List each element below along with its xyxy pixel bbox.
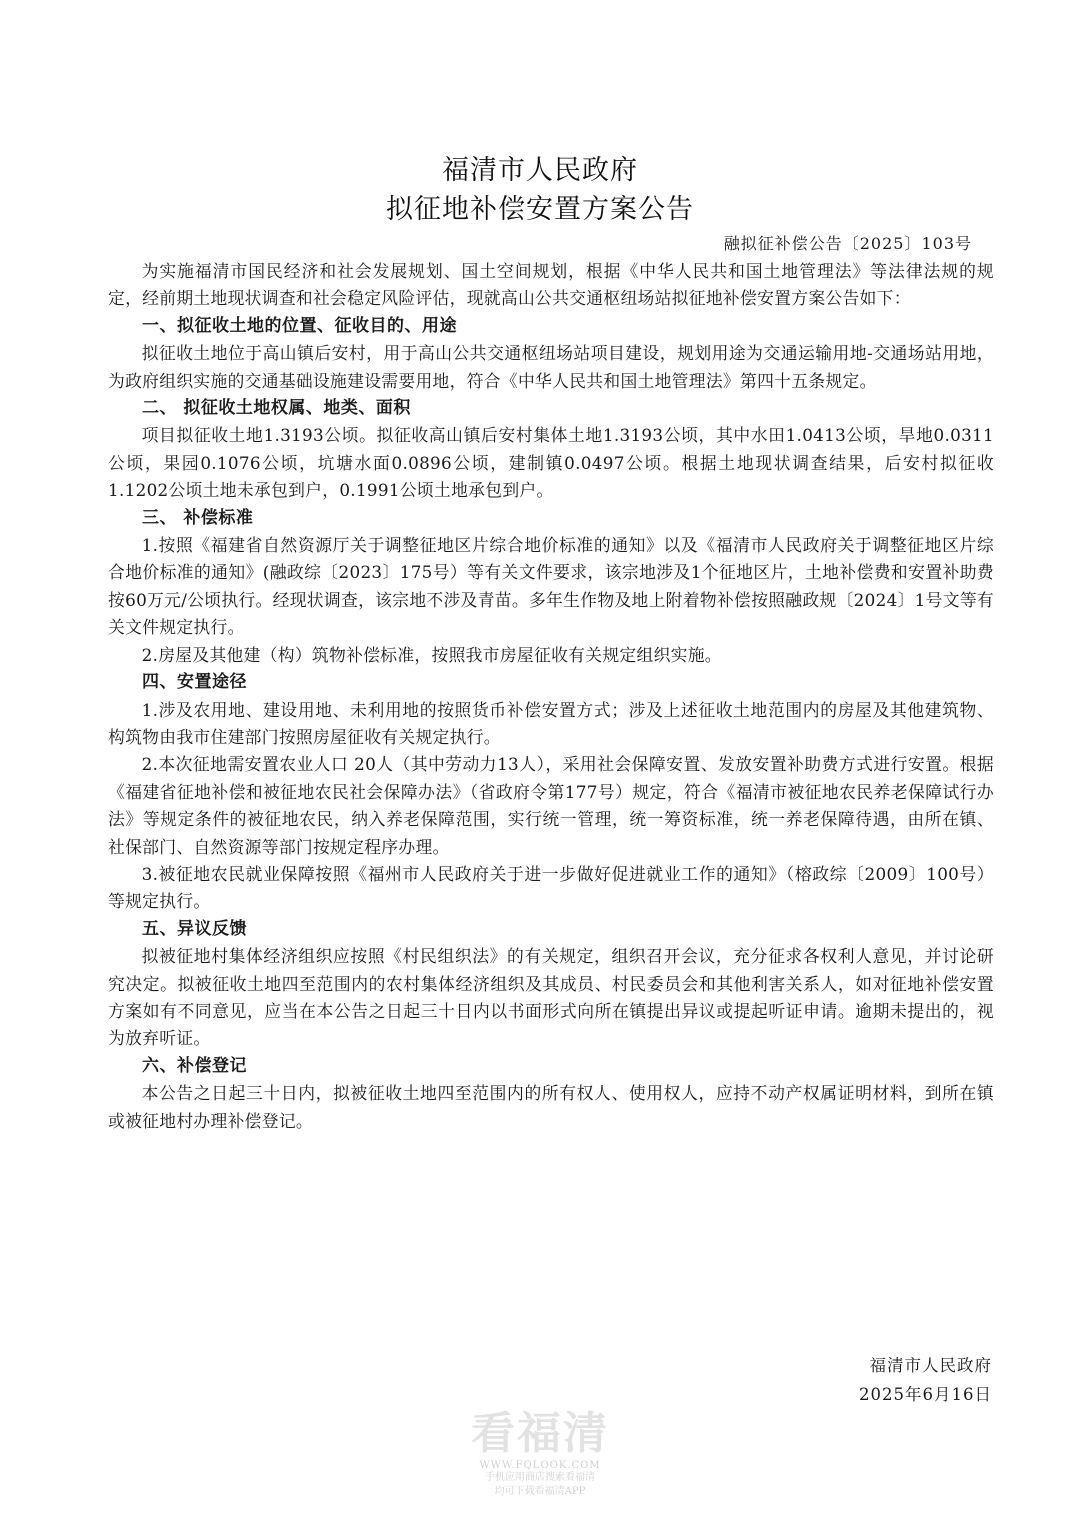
watermark-logo: 看福清 bbox=[471, 1408, 609, 1459]
section-paragraph-6: 本公告之日起三十日内，拟被征收土地四至范围内的所有权人、使用权人，应持不动产权属证明材料，到所在镇或被征地村办理补偿登记。 bbox=[108, 1083, 994, 1131]
section-heading-3: 三、 补偿标准 bbox=[142, 507, 254, 528]
watermark-line1: 手机应用商店搜索看福清 bbox=[485, 1472, 595, 1483]
watermark-line2: 均可下载看福清APP bbox=[494, 1486, 586, 1497]
section-heading-4: 四、安置途径 bbox=[142, 672, 247, 693]
watermark-url: WWW.FQLOOK.COM bbox=[479, 1460, 601, 1471]
section-heading-1: 一、拟征收土地的位置、征收目的、用途 bbox=[142, 315, 457, 336]
intro-paragraph: 为实施福清市国民经济和社会发展规划、国土空间规划，根据《中华人民共和国土地管理法》等法律法规的规定，经前期土地现状调查和社会稳定风险评估，现就高山公共交通枢纽场站拟征地补偿安置方案公告如下： bbox=[108, 261, 994, 309]
section-paragraph-1: 拟征收土地位于高山镇后安村，用于高山公共交通枢纽场站项目建设，规划用途为交通运输用地-交通场站用地，为政府组织实施的交通基础设施建设需要用地，符合《中华人民共和国土地管理法》第四十五条规定。 bbox=[108, 343, 994, 391]
document-number: 融拟征补偿公告〔2025〕103号 bbox=[723, 234, 972, 253]
section-paragraph-3-2: 2.房屋及其他建（构）筑物补偿标准，按照我市房屋征收有关规定组织实施。 bbox=[141, 644, 722, 665]
section-paragraph-4-2: 2.本次征地需安置农业人口 20人（其中劳动力13人），采用社会保障安置、发放安置补助费方式进行安置。根据《福建省征地补偿和被征地农民社会保障办法》（省政府令第177号）规定，符合《福清市被征地农民养老保障试行办法》等规定条件的被征地农民，纳入养老保障范围，实行统一管理，统一筹资标准，统一养老保障待遇，由所在镇、社保部门、自然资源等部门按规定程序办理。 bbox=[108, 754, 994, 857]
title-line2: 拟征地补偿安置方案公告 bbox=[386, 194, 694, 225]
section-paragraph-5: 拟被征地村集体经济组织应按照《村民组织法》的有关规定，组织召开会议，充分征求各权利人意见，并讨论研究决定。拟被征收土地四至范围内的农村集体经济组织及其成员、村民委员会和其他利害关系人，如对征地补偿安置方案如有不同意见，应当在本公告之日起三十日内以书面形式向所在镇提出异议或提起听证申请。逾期未提出的，视为放弃听证。 bbox=[108, 946, 994, 1049]
section-heading-5: 五、异议反馈 bbox=[142, 918, 247, 939]
section-heading-6: 六、补偿登记 bbox=[142, 1055, 247, 1076]
section-heading-2: 二、 拟征收土地权属、地类、面积 bbox=[142, 398, 411, 419]
title-line1: 福清市人民政府 bbox=[442, 155, 638, 186]
document-body bbox=[108, 258, 994, 1135]
section-paragraph-4-3: 3.被征地农民就业保障按照《福州市人民政府关于进一步做好促进就业工作的通知》（榕政综〔2009〕100号）等规定执行。 bbox=[108, 863, 994, 912]
section-paragraph-3-1: 1.按照《福建省自然资源厅关于调整征地区片综合地价标准的通知》以及《福清市人民政府关于调整征地区片综合地价标准的通知》(融政综〔2023〕175号）等有关文件要求，该宗地涉及1个征地区片，土地补偿费和安置补助费按60万元/公顷执行。经现状调查，该宗地不涉及青苗。多年生作物及地上附着物补偿按照融政规〔2024〕1号文等有关文件规定执行。 bbox=[108, 535, 994, 638]
signature-org: 福清市人民政府 bbox=[869, 1356, 992, 1375]
section-paragraph-2: 项目拟征收土地1.3193公顷。拟征收高山镇后安村集体土地1.3193公顷，其中水田1.0413公顷，旱地0.0311公顷，果园0.1076公顷，坑塘水面0.0896公顷，建制镇0.0497公顷。根据土地现状调查结果，后安村拟征收1.1202公顷土地未承包到户，0.1991公顷土地承包到户。 bbox=[108, 425, 994, 501]
watermark bbox=[440, 1410, 640, 1499]
signature-date: 2025年6月16日 bbox=[859, 1385, 992, 1404]
section-paragraph-4-1: 1.涉及农用地、建设用地、未利用地的按照货币补偿安置方式；涉及上述征收土地范围内的房屋及其他建筑物、构筑物由我市住建部门按照房屋征收有关规定执行。 bbox=[108, 699, 994, 747]
